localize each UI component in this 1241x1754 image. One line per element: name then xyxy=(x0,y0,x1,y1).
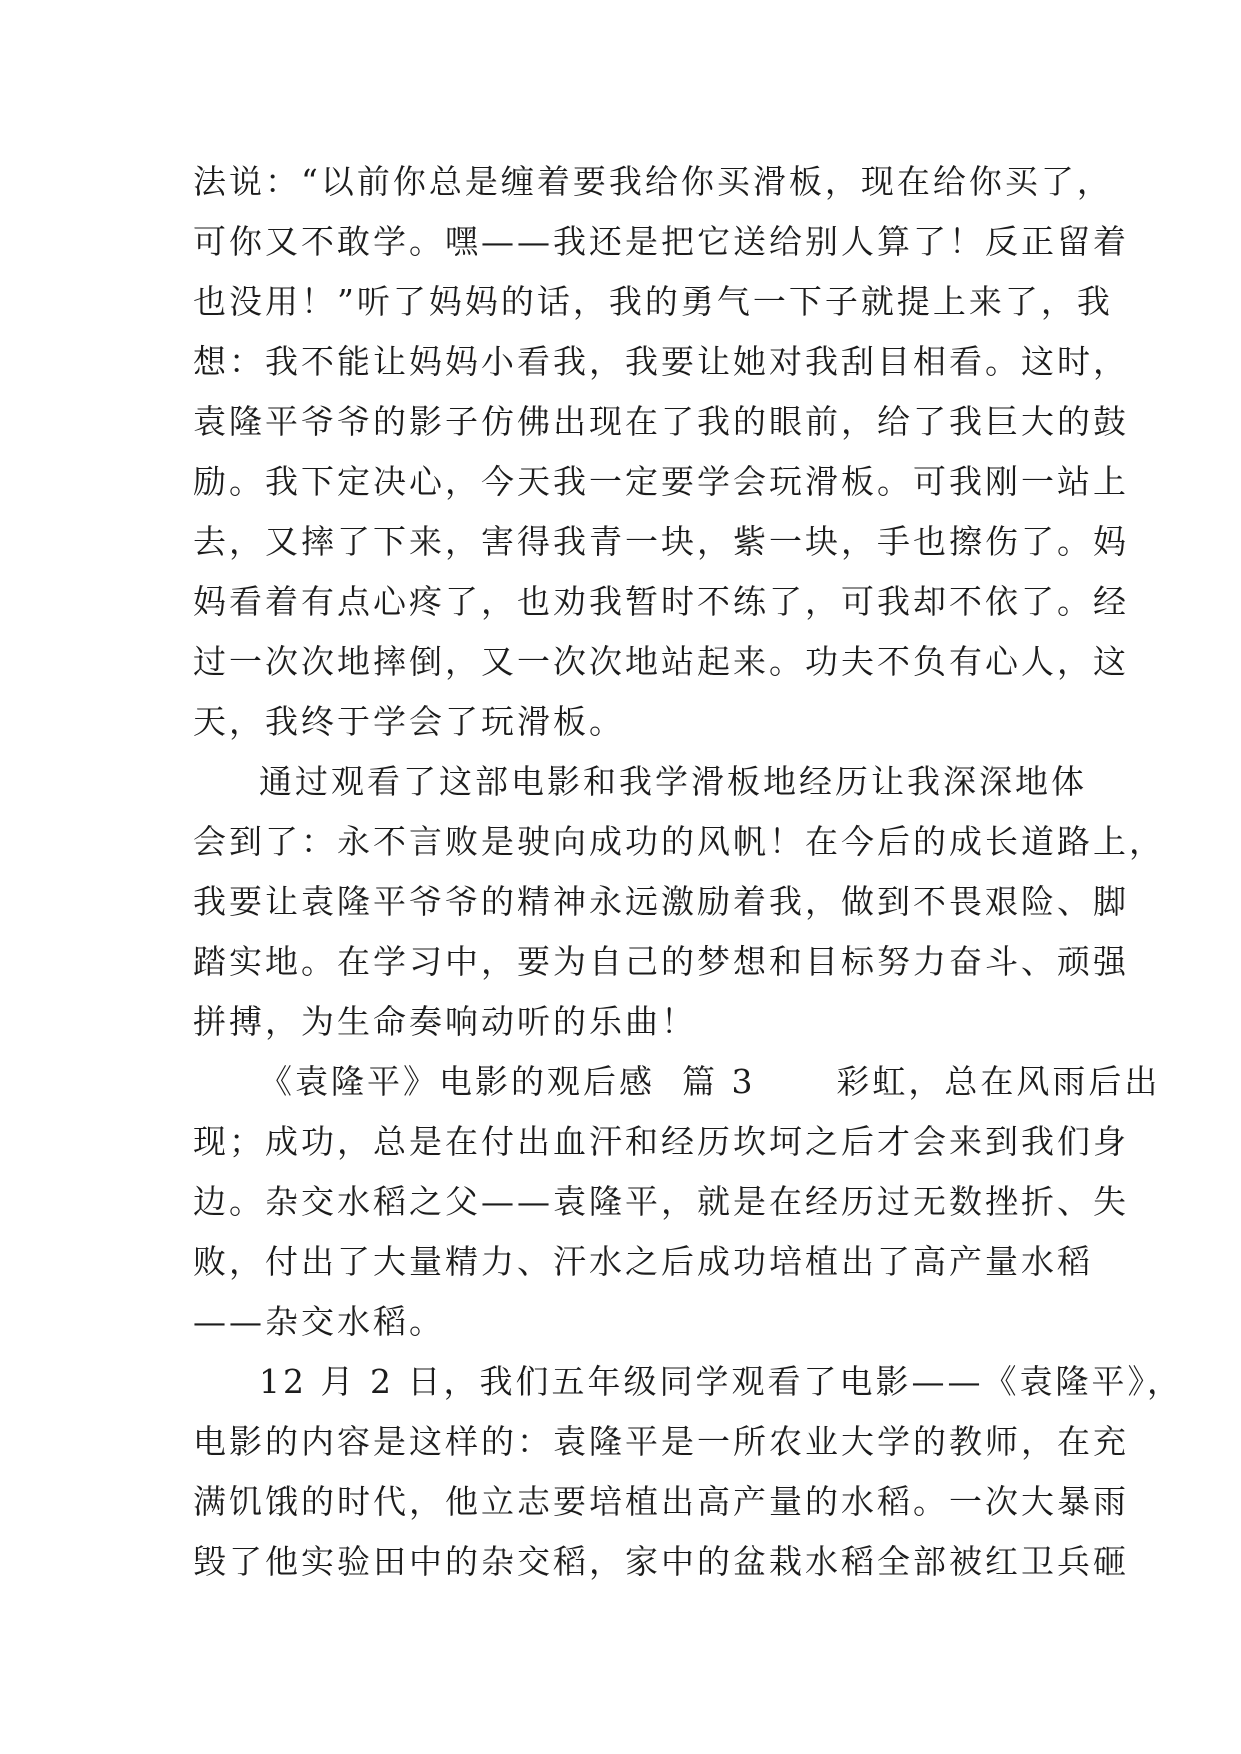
text-line: 法说：“以前你总是缠着要我给你买滑板，现在给你买了， xyxy=(193,162,1113,201)
text-line: 我要让袁隆平爷爷的精神永远激励着我，做到不畏艰险、脚 xyxy=(193,882,1129,921)
text-line: 妈看着有点心疼了，也劝我暂时不练了，可我却不依了。经 xyxy=(193,582,1129,621)
text-line: 可你又不敢学。嘿——我还是把它送给别人算了！反正留着 xyxy=(193,222,1129,261)
paragraph-start-line: 通过观看了这部电影和我学滑板地经历让我深深地体 xyxy=(259,762,1087,801)
text-line: 败，付出了大量精力、汗水之后成功培植出了高产量水稻 xyxy=(193,1242,1093,1281)
text-line: 满饥饿的时代，他立志要培植出高产量的水稻。一次大暴雨 xyxy=(193,1482,1129,1521)
text-line: 现；成功，总是在付出血汗和经历坎坷之后才会来到我们身 xyxy=(193,1122,1129,1161)
text-line: 天，我终于学会了玩滑板。 xyxy=(193,702,625,741)
text-line: 想：我不能让妈妈小看我，我要让她对我刮目相看。这时， xyxy=(193,342,1129,381)
section-heading-line: 《袁隆平》电影的观后感 篇 3 彩虹，总在风雨后出 xyxy=(259,1062,1161,1101)
text-line: 拼搏，为生命奏响动听的乐曲！ xyxy=(193,1002,697,1041)
text-line: ——杂交水稻。 xyxy=(193,1302,445,1341)
text-line: 袁隆平爷爷的影子仿佛出现在了我的眼前，给了我巨大的鼓 xyxy=(193,402,1129,441)
body-text xyxy=(193,152,1183,1592)
text-line: 毁了他实验田中的杂交稻，家中的盆栽水稻全部被红卫兵砸 xyxy=(193,1542,1129,1581)
text-line: 电影的内容是这样的：袁隆平是一所农业大学的教师，在充 xyxy=(193,1422,1129,1461)
text-line: 会到了：永不言败是驶向成功的风帆！在今后的成长道路上， xyxy=(193,822,1165,861)
text-line: 过一次次地摔倒，又一次次地站起来。功夫不负有心人，这 xyxy=(193,642,1129,681)
text-line: 励。我下定决心，今天我一定要学会玩滑板。可我刚一站上 xyxy=(193,462,1129,501)
text-line: 踏实地。在学习中，要为自己的梦想和目标努力奋斗、顽强 xyxy=(193,942,1129,981)
text-line: 边。杂交水稻之父——袁隆平，就是在经历过无数挫折、失 xyxy=(193,1182,1129,1221)
paragraph-start-line: 12 月 2 日，我们五年级同学观看了电影——《袁隆平》， xyxy=(259,1362,1183,1401)
text-line: 也没用！”听了妈妈的话，我的勇气一下子就提上来了，我 xyxy=(193,282,1113,321)
text-line: 去，又摔了下来，害得我青一块，紫一块，手也擦伤了。妈 xyxy=(193,522,1129,561)
